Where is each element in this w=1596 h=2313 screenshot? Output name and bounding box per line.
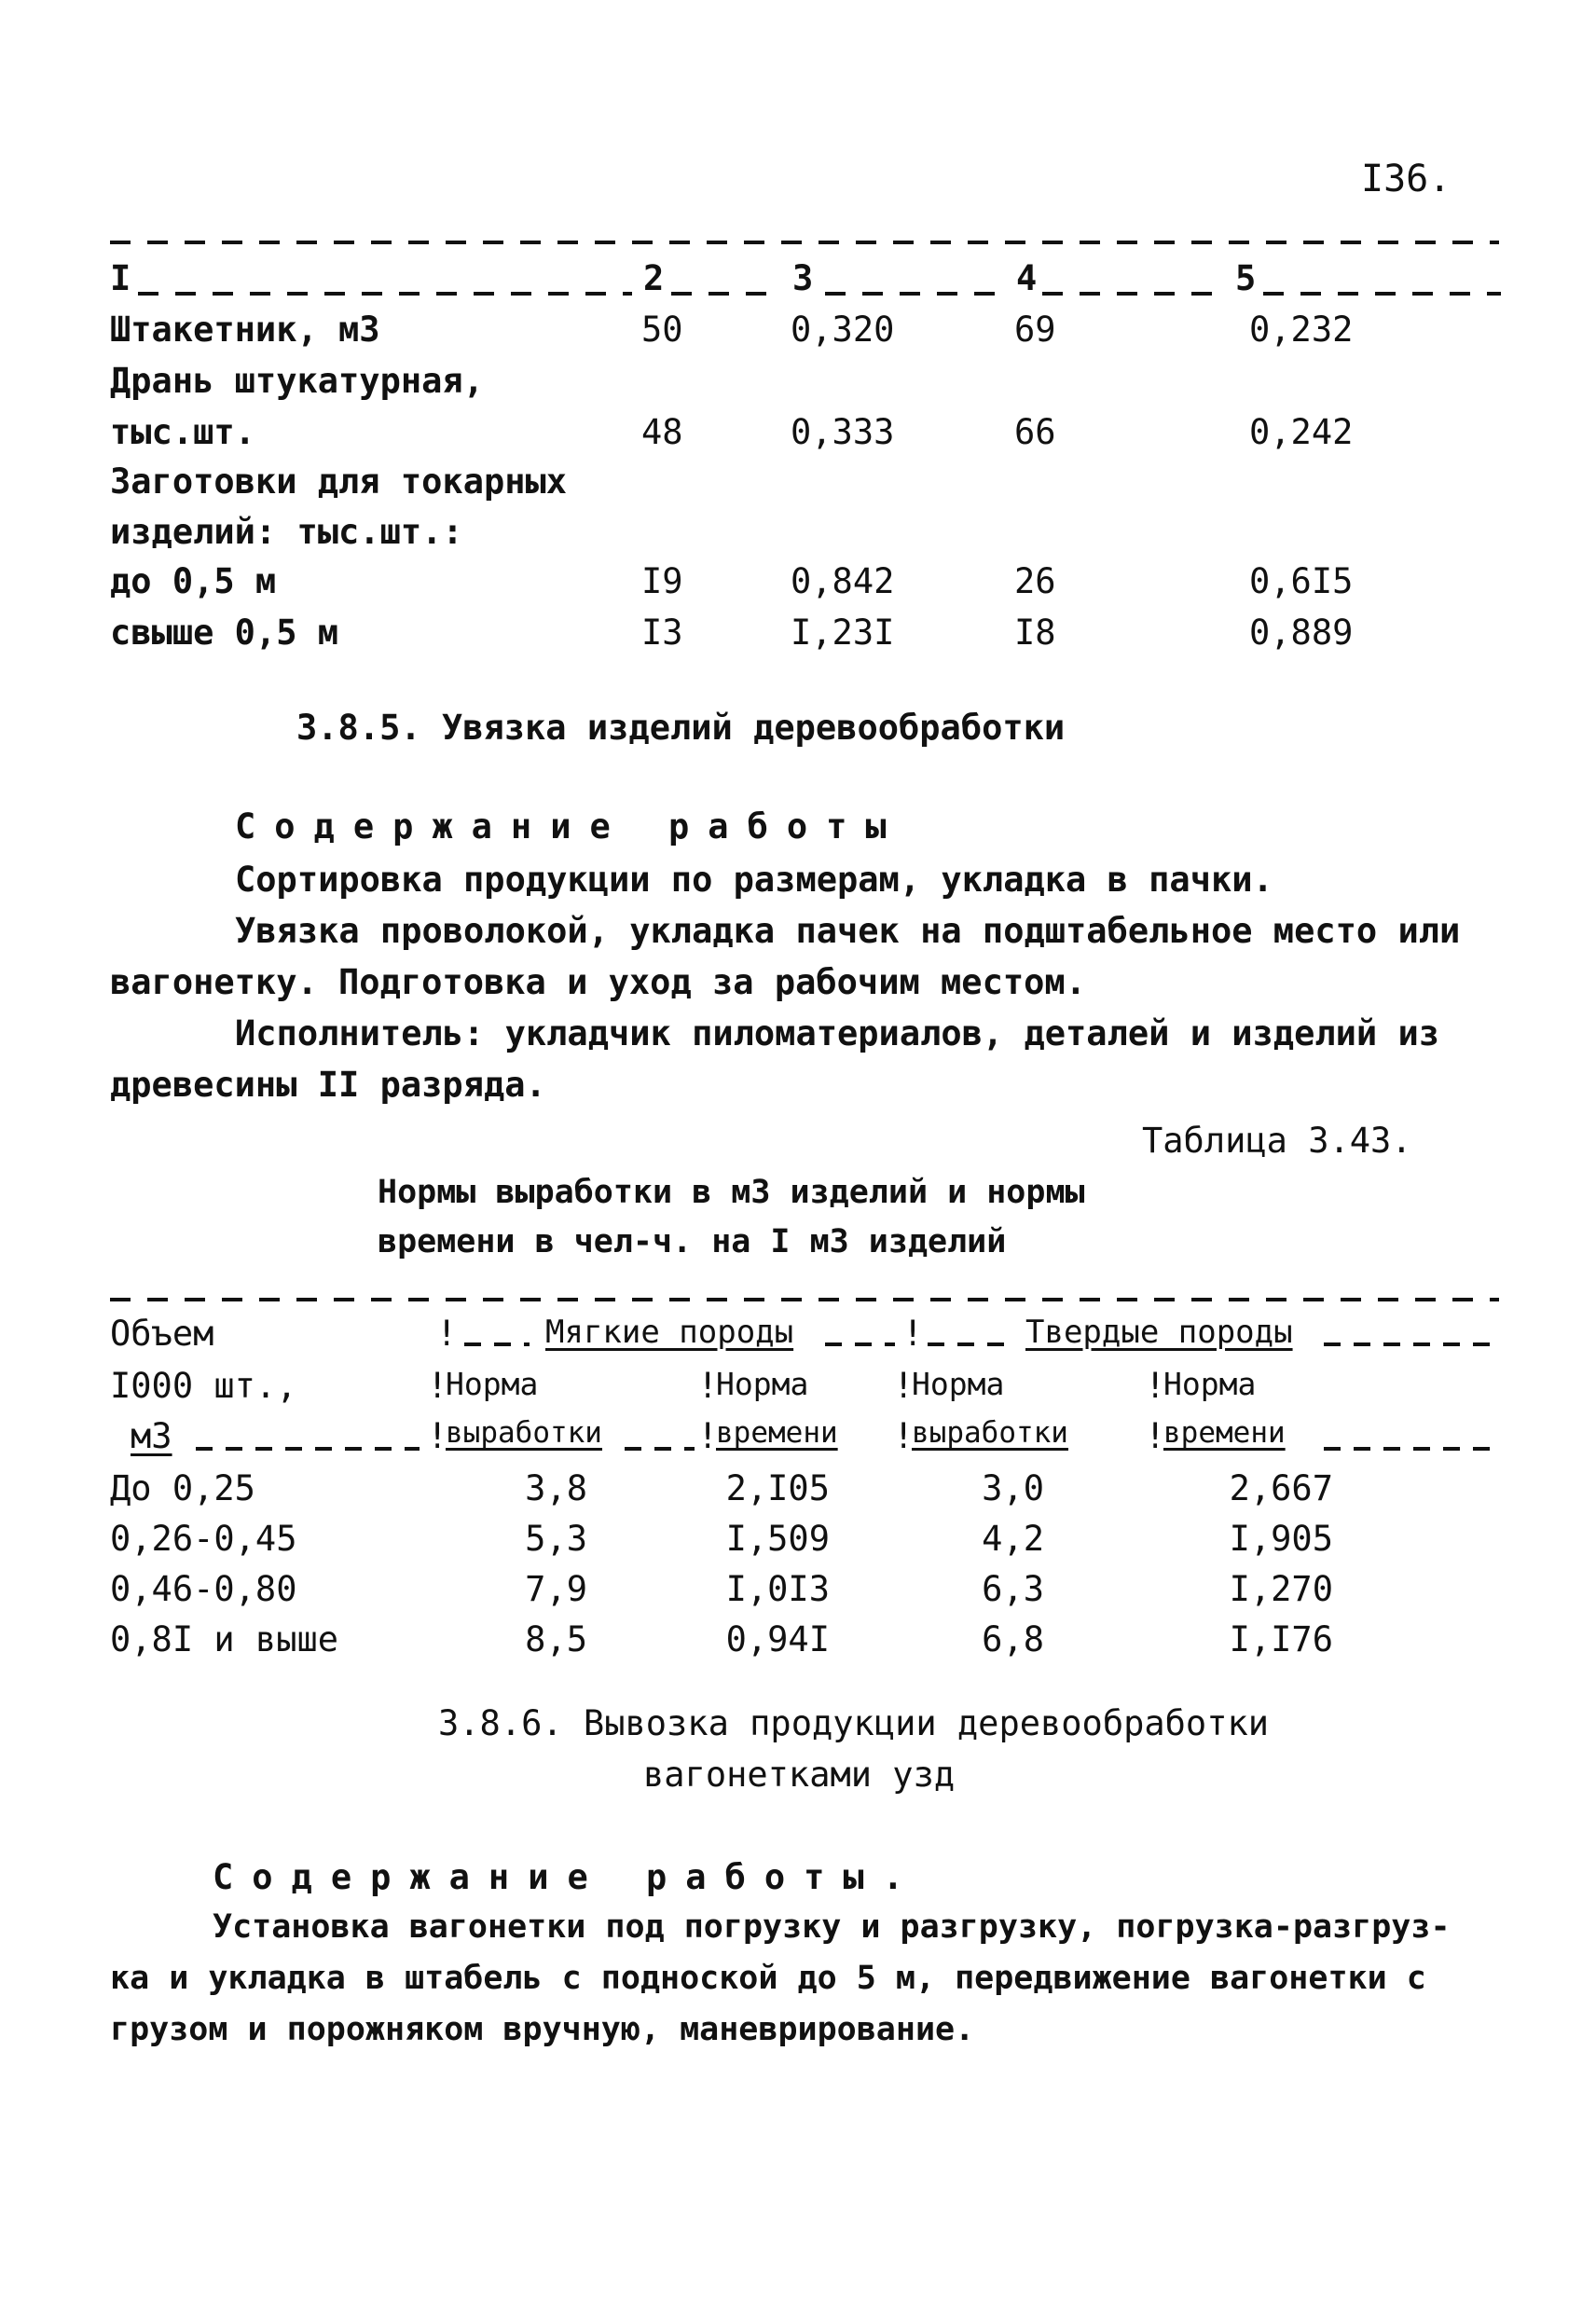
header-rule xyxy=(196,1447,420,1451)
paragraph-line: вагонетку. Подготовка и уход за рабочим местом. xyxy=(110,962,1086,1002)
table-top-rule xyxy=(110,241,1499,244)
col-separator: ! xyxy=(902,1314,924,1354)
cell: 8,5 xyxy=(525,1619,587,1659)
header-col-1: I xyxy=(110,258,131,298)
cell: 7,9 xyxy=(525,1569,587,1609)
cell: 0,333 xyxy=(791,412,895,452)
cell: 50 xyxy=(641,310,683,350)
col-separator: ! xyxy=(893,1366,915,1406)
cell: 69 xyxy=(1014,310,1056,350)
cell: 2,I05 xyxy=(725,1468,830,1508)
col-separator: ! xyxy=(427,1366,448,1406)
cell: I,270 xyxy=(1229,1569,1333,1609)
page-number: I36. xyxy=(1361,158,1452,200)
cell: 0,842 xyxy=(791,561,895,601)
sub-header: выработки xyxy=(912,1416,1068,1450)
header-col-3: 3 xyxy=(792,258,814,298)
group-header-soft: Мягкие породы xyxy=(545,1314,794,1351)
cell: I,905 xyxy=(1229,1519,1333,1559)
table-caption: Нормы выработки в м3 изделий и нормы xyxy=(378,1174,1085,1211)
cell: 0,232 xyxy=(1249,310,1354,350)
cell: 6,3 xyxy=(982,1569,1044,1609)
col-header-volume: м3 xyxy=(131,1416,172,1456)
row-volume: 0,8I и выше xyxy=(110,1619,339,1659)
sub-header: времени xyxy=(716,1416,838,1450)
row-label: Дрань штукатурная, xyxy=(110,361,484,401)
row-label: Штакетник, м3 xyxy=(110,310,380,350)
paragraph-line: ка и укладка в штабель с подноской до 5 м, передвижение вагонетки с xyxy=(110,1960,1426,1997)
sub-header: выработки xyxy=(446,1416,602,1450)
paragraph-line: грузом и порожняком вручную, маневрирование. xyxy=(110,2011,975,2048)
paragraph-line: древесины II разряда. xyxy=(110,1065,546,1105)
paragraph-line: Увязка проволокой, укладка пачек на подштабельное место или xyxy=(235,911,1461,951)
row-label: до 0,5 м xyxy=(110,561,277,601)
col-separator: ! xyxy=(1145,1366,1166,1406)
row-volume: 0,46-0,80 xyxy=(110,1569,297,1609)
header-col-5: 5 xyxy=(1235,258,1257,298)
cell: 26 xyxy=(1014,561,1056,601)
header-rule-4 xyxy=(1042,292,1229,296)
cell: 66 xyxy=(1014,412,1056,452)
section-title: 3.8.6. Вывозка продукции деревообработки xyxy=(438,1703,1270,1743)
group-rule xyxy=(825,1342,895,1346)
cell: 5,3 xyxy=(525,1519,587,1559)
paragraph-line: Сортировка продукции по размерам, укладка в пачки. xyxy=(235,860,1273,900)
col-separator: ! xyxy=(436,1314,458,1354)
cell: I,0I3 xyxy=(725,1569,830,1609)
section-title: 3.8.5. Увязка изделий деревообработки xyxy=(296,708,1066,748)
cell: 2,667 xyxy=(1229,1468,1333,1508)
table-caption: времени в чел-ч. на I м3 изделий xyxy=(378,1223,1007,1260)
col-header-volume: I000 шт., xyxy=(110,1366,297,1406)
header-rule-3 xyxy=(825,292,1007,296)
row-volume: До 0,25 xyxy=(110,1468,255,1508)
cell: I,I76 xyxy=(1229,1619,1333,1659)
cell: 6,8 xyxy=(982,1619,1044,1659)
group-rule xyxy=(928,1342,1016,1346)
cell: I,509 xyxy=(725,1519,830,1559)
group-header-hard: Твердые породы xyxy=(1025,1314,1293,1351)
table-top-rule xyxy=(110,1298,1499,1301)
sub-header: Норма xyxy=(446,1366,539,1402)
header-col-4: 4 xyxy=(1016,258,1038,298)
cell: 3,8 xyxy=(525,1468,587,1508)
col-separator: ! xyxy=(697,1366,719,1406)
cell: 48 xyxy=(641,412,683,452)
row-volume: 0,26-0,45 xyxy=(110,1519,297,1559)
cell: 0,6I5 xyxy=(1249,561,1354,601)
table-label: Таблица 3.43. xyxy=(1142,1121,1412,1161)
cell: 0,889 xyxy=(1249,613,1354,653)
header-rule-2 xyxy=(671,292,783,296)
sub-header: времени xyxy=(1163,1416,1286,1450)
header-col-2: 2 xyxy=(643,258,665,298)
col-separator: ! xyxy=(893,1416,915,1456)
col-separator: ! xyxy=(697,1416,719,1456)
group-rule xyxy=(1324,1342,1501,1346)
header-rule-1 xyxy=(138,292,632,296)
content-heading: Содержание работы xyxy=(235,806,905,847)
cell: I9 xyxy=(641,561,683,601)
header-rule xyxy=(1324,1447,1501,1451)
sub-header: Норма xyxy=(912,1366,1005,1402)
header-rule-5 xyxy=(1263,292,1501,296)
cell: 0,242 xyxy=(1249,412,1354,452)
sub-header: Норма xyxy=(716,1366,809,1402)
cell: I8 xyxy=(1014,613,1056,653)
cell: 3,0 xyxy=(982,1468,1044,1508)
row-label: тыс.шт. xyxy=(110,412,255,452)
sub-header: Норма xyxy=(1163,1366,1257,1402)
paragraph-line: Исполнитель: укладчик пиломатериалов, деталей и изделий из xyxy=(235,1013,1440,1053)
cell: 4,2 xyxy=(982,1519,1044,1559)
col-separator: ! xyxy=(427,1416,448,1456)
group-rule xyxy=(464,1342,530,1346)
col-separator: ! xyxy=(1145,1416,1166,1456)
col-header-volume: Объем xyxy=(110,1314,214,1354)
cell: I3 xyxy=(641,613,683,653)
section-title: вагонетками узд xyxy=(643,1755,956,1795)
row-label: Заготовки для токарных xyxy=(110,461,568,502)
row-label: изделий: тыс.шт.: xyxy=(110,512,463,552)
paragraph-line: Установка вагонетки под погрузку и разгрузку, погрузка-разгруз- xyxy=(213,1908,1451,1946)
content-heading: Содержание работы. xyxy=(213,1857,922,1897)
cell: I,23I xyxy=(791,613,895,653)
row-label: свыше 0,5 м xyxy=(110,613,339,653)
cell: 0,320 xyxy=(791,310,895,350)
header-rule xyxy=(625,1447,695,1451)
cell: 0,94I xyxy=(725,1619,830,1659)
